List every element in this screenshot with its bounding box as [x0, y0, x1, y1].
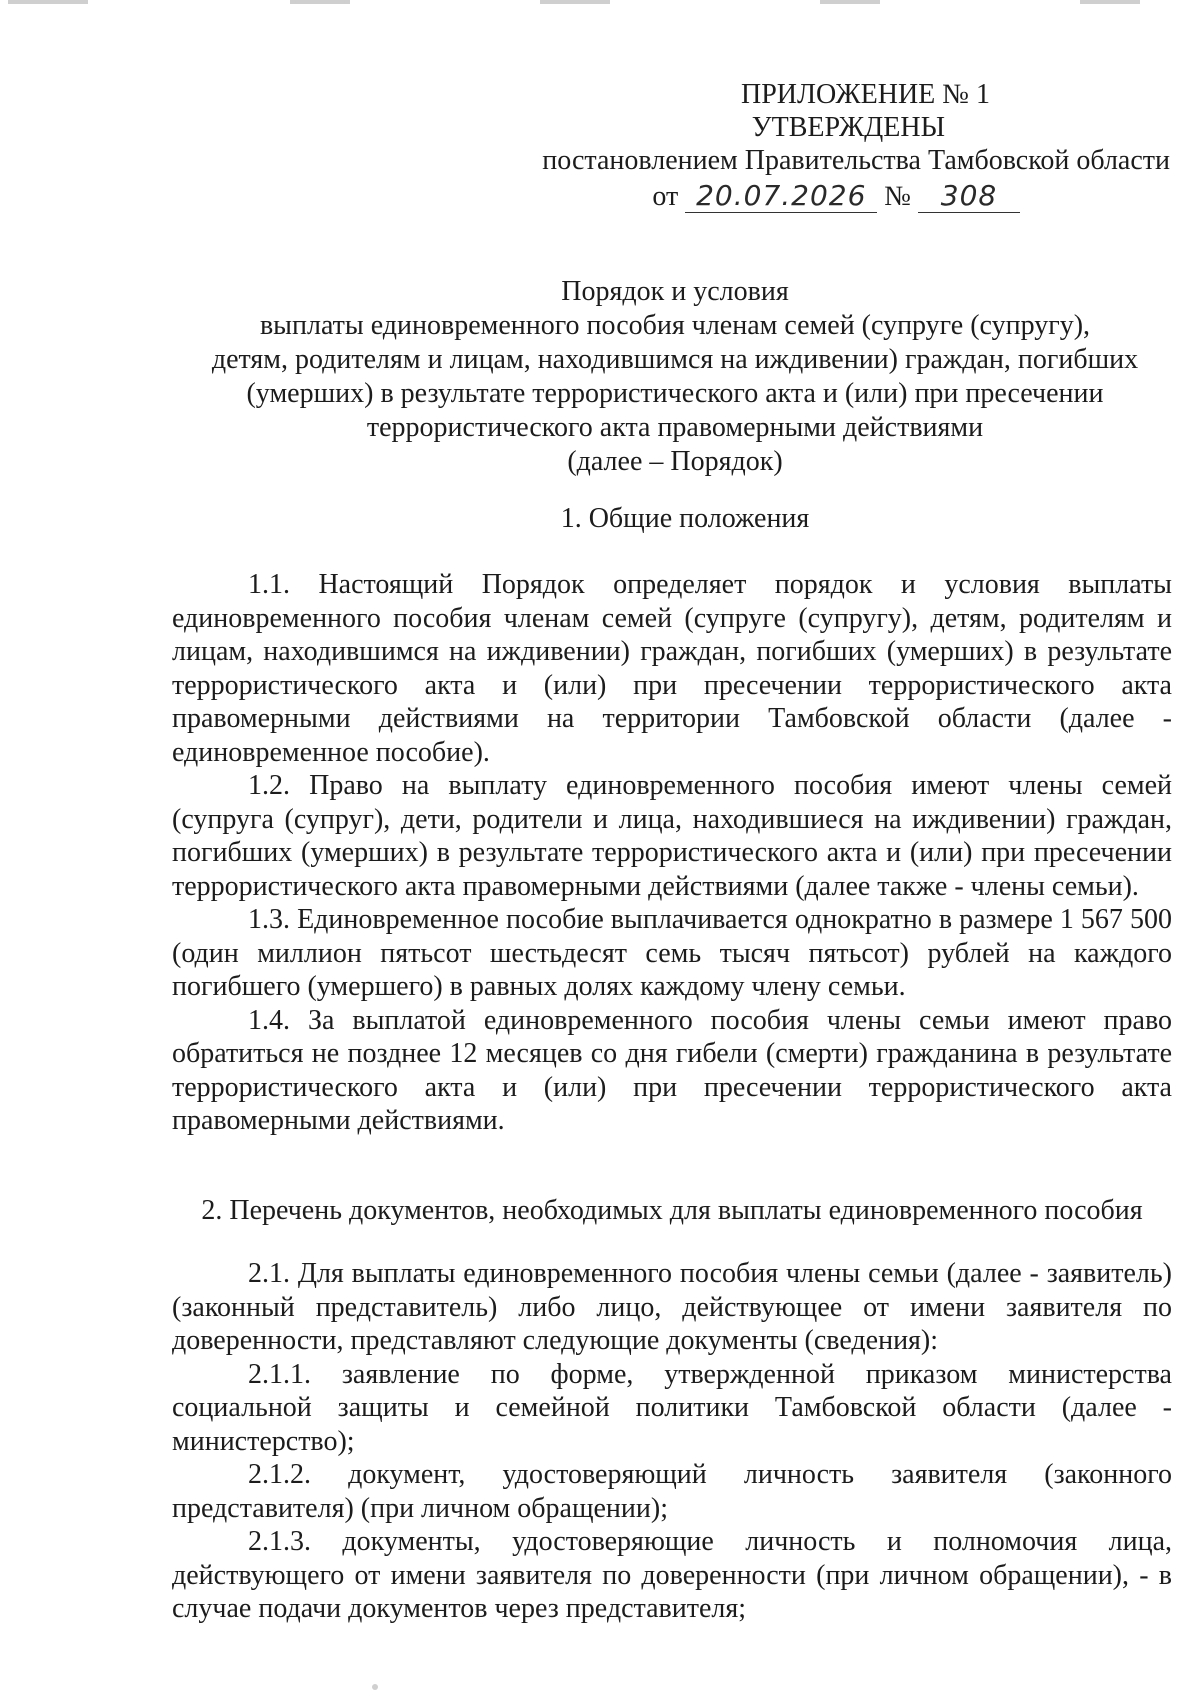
title-line: Порядок и условия	[561, 276, 789, 307]
section-1-body	[172, 568, 1172, 1138]
from-label: от	[652, 181, 679, 212]
title-line: детям, родителям и лицам, находившимся на иждивении) граждан, погибших	[211, 344, 1139, 375]
title-line: (умерших) в результате террористического акта и (или) при пресечении	[246, 378, 1104, 409]
scan-edge-mark	[1080, 0, 1140, 4]
paragraph-1-2: 1.2. Право на выплату единовременного пособия имеют члены семей (супруга (супруг), дети, родители и лица, находившиеся на иждивении) граждан, погибших (умерших) в результате террористического акта и (или) при пресечении террористического акта правомерными действиями (далее также - члены семьи).	[172, 770, 1172, 902]
paragraph-2-1-2: 2.1.2. документ, удостоверяющий личность заявителя (законного представителя) (при личном обращении);	[172, 1459, 1172, 1524]
paragraph-1-4: 1.4. За выплатой единовременного пособия члены семьи имеют право обратиться не позднее 12 месяцев со дня гибели (смерти) гражданина в результате террористического акта и (или) при пресечении террористического акта правомерными действиями.	[172, 1004, 1172, 1136]
paragraph-1-3: 1.3. Единовременное пособие выплачивается однократно в размере 1 567 500 (один миллион пятьсот шестьдесят семь тысяч пятьсот) рублей на каждого погибшего (умершего) в равных долях каждому члену семьи.	[172, 904, 1172, 1002]
decree-date: 20.07.2026	[685, 179, 877, 213]
title-line: (далее – Порядок)	[567, 446, 783, 477]
scan-speck	[372, 1684, 378, 1690]
title-line: выплаты единовременного пособия членам семей (супруге (супругу),	[259, 310, 1091, 341]
scan-edge-mark	[290, 0, 350, 4]
paragraph-2-1: 2.1. Для выплаты единовременного пособия члены семьи (далее - заявитель) (законный представитель) либо лицо, действующее от имени заявителя по доверенности, представляют следующие документы (сведения):	[172, 1258, 1172, 1356]
number-label: №	[884, 181, 911, 212]
paragraph-2-1-3: 2.1.3. документы, удостоверяющие личность и полномочия лица, действующего от имени заявителя по доверенности (при личном обращении), - в случае подачи документов через представителя;	[172, 1526, 1172, 1624]
decree-number: 308	[918, 179, 1020, 213]
paragraph-1-1: 1.1. Настоящий Порядок определяет порядок и условия выплаты единовременного пособия членам семей (супруге (супругу), детям, родителям и лицам, находившимся на иждивении) граждан, погибших (умерших) в результате террористического акта и (или) при пресечении террористического акта правомерными действиями на территории Тамбовской области (далее - единовременное пособие).	[172, 569, 1172, 768]
section-2-body	[172, 1257, 1172, 1626]
scan-edge-mark	[540, 0, 610, 4]
decree-date-line	[470, 179, 1170, 213]
appendix-label: ПРИЛОЖЕНИЕ № 1	[741, 79, 990, 110]
decree-label: постановлением Правительства Тамбовской области	[542, 145, 1170, 176]
approved-label: УТВЕРЖДЕНЫ	[751, 112, 945, 143]
scan-edge-mark	[8, 0, 88, 4]
section-1-heading: 1. Общие положения	[560, 503, 810, 534]
document-title	[150, 275, 1200, 479]
paragraph-2-1-1: 2.1.1. заявление по форме, утвержденной приказом министерства социальной защиты и семейной политики Тамбовской области (далее - министерство);	[172, 1358, 1172, 1457]
section-2-heading: 2. Перечень документов, необходимых для выплаты единовременного пособия	[201, 1195, 1143, 1226]
scan-edge-mark	[820, 0, 880, 4]
title-line: террористического акта правомерными действиями	[366, 412, 984, 443]
approval-header	[470, 78, 1170, 213]
